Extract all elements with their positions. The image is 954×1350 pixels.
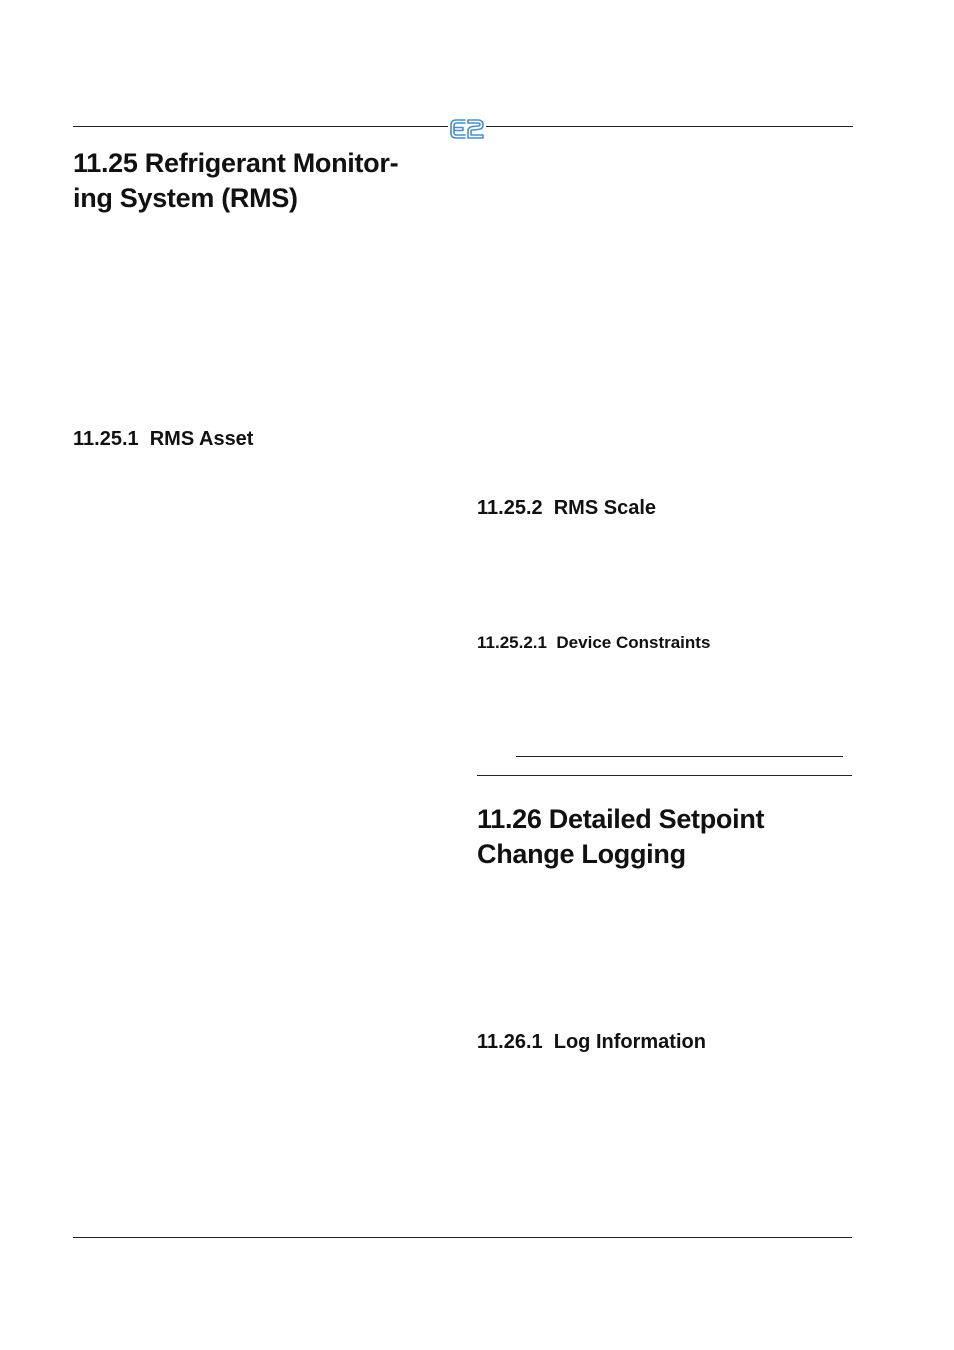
subsection-log-information: 11.26.1 Log Information <box>477 1031 706 1053</box>
section-title-setpoint-logging <box>477 802 852 872</box>
subsubsection-device-constraints: 11.25.2.1 Device Constraints <box>477 633 711 652</box>
section-title-setpoint-line2: Change Logging <box>477 839 686 869</box>
section-divider-rule <box>477 775 852 776</box>
note-rule <box>516 756 843 757</box>
e2-logo <box>448 117 486 141</box>
e2-logo-icon <box>448 117 486 141</box>
section-title-setpoint-line1: 11.26 Detailed Setpoint <box>477 804 765 834</box>
footer-rule <box>73 1237 852 1238</box>
section-title-rms <box>73 146 443 216</box>
subsection-rms-asset: 11.25.1 RMS Asset <box>73 428 254 450</box>
section-title-rms-line1: 11.25 Refrigerant Monitor- <box>73 148 399 178</box>
section-title-rms-line2: ing System (RMS) <box>73 183 298 213</box>
subsection-rms-scale: 11.25.2 RMS Scale <box>477 497 657 519</box>
